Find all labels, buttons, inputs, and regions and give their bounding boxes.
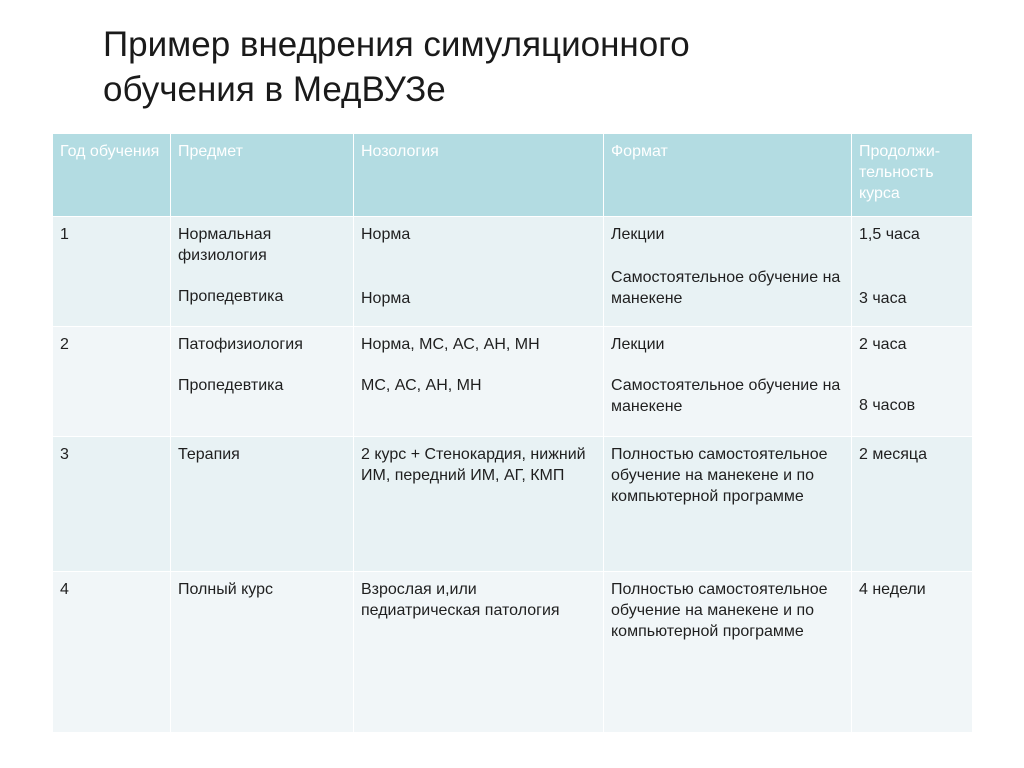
cell-year: 2	[53, 327, 171, 437]
header-subject: Предмет	[171, 134, 354, 217]
cell-year: 4	[53, 572, 171, 733]
table-row	[53, 437, 973, 572]
table-row	[53, 327, 973, 437]
format-entry: Лекции	[611, 336, 665, 353]
subject-entry: Патофизиология	[178, 336, 303, 353]
nosology-entry: Норма, МС, АС, АН, МН	[361, 336, 540, 353]
title-line-1: Пример внедрения симуляционного	[103, 25, 690, 64]
format-entry: Лекции	[611, 226, 665, 243]
table-row	[53, 217, 973, 327]
header-format: Формат	[604, 134, 852, 217]
duration-entry: 3 часа	[859, 290, 907, 307]
cell-nosology: 2 курс + Стенокардия, нижний ИМ, передний ИМ, АГ, КМП	[354, 437, 604, 572]
header-duration: Продолжи-тельность курса	[852, 134, 973, 217]
cell-year: 3	[53, 437, 171, 572]
subject-entry: Пропедевтика	[178, 377, 284, 394]
duration-entry: 8 часов	[859, 397, 916, 414]
cell-format	[604, 327, 852, 437]
cell-nosology	[354, 217, 604, 327]
cell-format: Полностью самостоятельное обучение на манекене и по компьютерной программе	[604, 437, 852, 572]
cell-subject	[171, 327, 354, 437]
header-nosology: Нозология	[354, 134, 604, 217]
cell-nosology: Взрослая и,или педиатрическая патология	[354, 572, 604, 733]
cell-subject: Терапия	[171, 437, 354, 572]
cell-format	[604, 217, 852, 327]
table-row	[53, 572, 973, 733]
format-entry: Самостоятельное обучение на манекене	[611, 377, 841, 415]
subject-entry: Пропедевтика	[178, 288, 284, 305]
subject-entry: Нормальная физиология	[178, 226, 272, 264]
cell-duration: 2 месяца	[852, 437, 973, 572]
nosology-entry: Норма	[361, 226, 411, 243]
cell-duration	[852, 327, 973, 437]
duration-entry: 2 часа	[859, 336, 907, 353]
format-entry: Самостоятельное обучение на манекене	[611, 269, 841, 307]
cell-duration	[852, 217, 973, 327]
duration-entry: 1,5 часа	[859, 226, 920, 243]
cell-nosology	[354, 327, 604, 437]
cell-format: Полностью самостоятельное обучение на манекене и по компьютерной программе	[604, 572, 852, 733]
cell-subject	[171, 217, 354, 327]
nosology-entry: Норма	[361, 290, 411, 307]
cell-duration: 4 недели	[852, 572, 973, 733]
title-line-2: обучения в МедВУЗе	[103, 70, 446, 109]
nosology-entry: МС, АС, АН, МН	[361, 377, 482, 394]
slide-title	[103, 22, 923, 112]
header-year: Год обучения	[53, 134, 171, 217]
cell-subject: Полный курс	[171, 572, 354, 733]
table-header-row	[53, 134, 973, 217]
simulation-table	[52, 133, 973, 733]
cell-year: 1	[53, 217, 171, 327]
